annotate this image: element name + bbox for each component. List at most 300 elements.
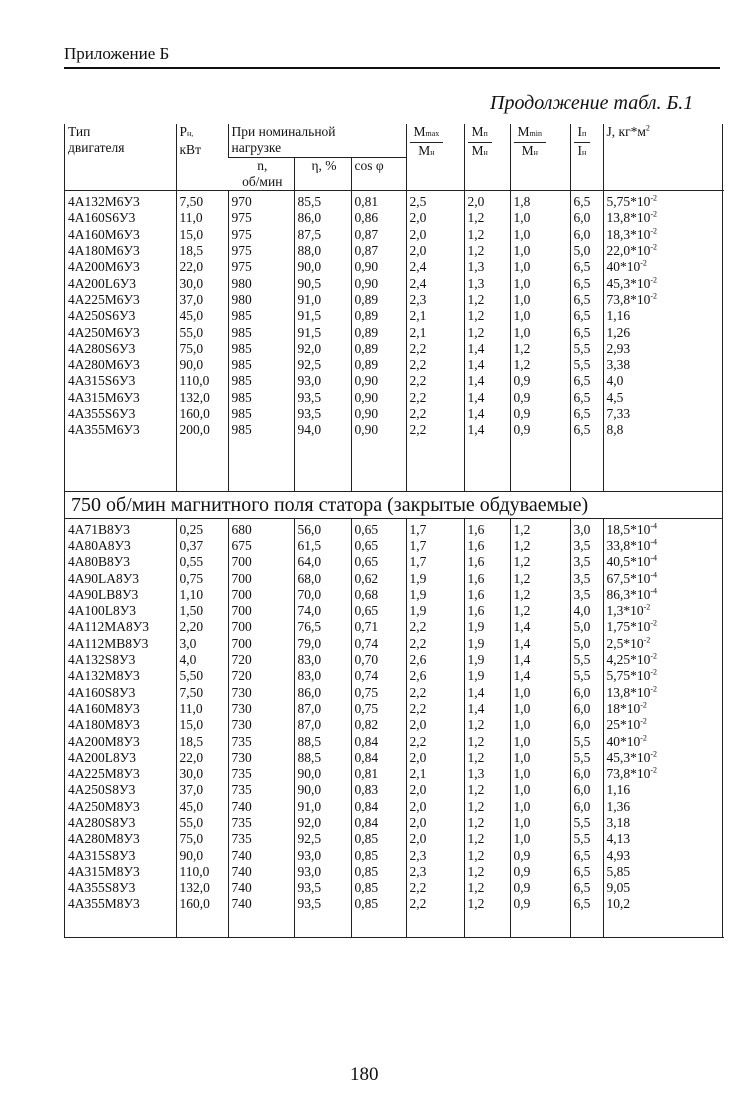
table-cell: 75,0 [176, 341, 228, 357]
table-cell: 0,90 [351, 259, 406, 275]
table-cell: 160,0 [176, 896, 228, 912]
table-cell: 675 [228, 538, 294, 554]
col-mp-header: $\frac{Mп}{Mн}$ [464, 124, 510, 190]
table-cell: 735 [228, 815, 294, 831]
table-cell: 0,9 [510, 422, 570, 438]
table-cell: 2,0 [406, 815, 464, 831]
table-cell: 2,2 [406, 701, 464, 717]
table-cell: 1,9 [464, 619, 510, 635]
table-cell: 3,5 [570, 554, 603, 570]
table-cell: 6,0 [570, 701, 603, 717]
table-row [65, 191, 724, 211]
table-cell: 30,0 [176, 766, 228, 782]
table-cell: 76,5 [294, 619, 351, 635]
table-cell: 730 [228, 750, 294, 766]
table-cell: 2,2 [406, 373, 464, 389]
table-cell: 1,4 [464, 373, 510, 389]
table-cell: 55,0 [176, 815, 228, 831]
table-cell: 5,5 [570, 734, 603, 750]
table-cell: 700 [228, 554, 294, 570]
table-cell: 4A355M8У3 [68, 896, 140, 912]
table-continuation-caption: Продолжение табл. Б.1 [490, 92, 694, 114]
table-cell: 5,5 [570, 831, 603, 847]
table-cell: 4A80A8У3 [68, 537, 131, 553]
table-cell: 132,0 [176, 390, 228, 406]
table-cell: 0,85 [351, 831, 406, 847]
table-cell: 0,81 [351, 766, 406, 782]
table-cell: 1,0 [510, 308, 570, 324]
table-cell: 1,0 [510, 325, 570, 341]
table-cell: 74,0 [294, 603, 351, 619]
table-row [65, 357, 724, 373]
table-cell: 2,20 [176, 619, 228, 635]
table-cell: 2,2 [406, 422, 464, 438]
table-cell: 0,89 [351, 341, 406, 357]
table-cell: 1,6 [464, 587, 510, 603]
table-cell: 0,89 [351, 357, 406, 373]
table-cell: 6,5 [570, 848, 603, 864]
table-cell: 2,2 [406, 734, 464, 750]
table-cell: 2,93 [603, 341, 724, 357]
table-cell: 4A180M6У3 [68, 243, 140, 259]
table-cell: 6,0 [570, 685, 603, 701]
table-cell: 2,2 [406, 341, 464, 357]
table-cell: 6,5 [570, 864, 603, 880]
table-cell: 1,4 [510, 619, 570, 635]
table-cell: 0,81 [351, 191, 406, 211]
table-cell: 0,74 [351, 636, 406, 652]
table-cell: 2,4 [406, 259, 464, 275]
table-cell: 9,05 [603, 880, 724, 896]
table-cell: 55,0 [176, 325, 228, 341]
table-cell: 93,5 [294, 406, 351, 422]
table-cell: 56,0 [294, 519, 351, 538]
table-cell: 975 [228, 210, 294, 226]
table-cell: 720 [228, 668, 294, 684]
table-cell: 980 [228, 292, 294, 308]
table-cell: 985 [228, 390, 294, 406]
table-row [65, 292, 724, 308]
table-row [65, 848, 724, 864]
table-cell: 1,2 [464, 896, 510, 912]
table-cell: 93,5 [294, 880, 351, 896]
table-cell: $67,5*10^{-4}$ [603, 571, 724, 587]
table-row [65, 815, 724, 831]
table-cell: 0,71 [351, 619, 406, 635]
table-row [65, 422, 724, 438]
table-cell: 18,5 [176, 734, 228, 750]
table-cell: 6,5 [570, 325, 603, 341]
table-cell: 1,3 [464, 766, 510, 782]
table-row [65, 668, 724, 684]
table-cell: 735 [228, 782, 294, 798]
table-cell: 2,3 [406, 848, 464, 864]
table-cell: 2,2 [406, 685, 464, 701]
table-cell: 985 [228, 341, 294, 357]
table-cell: 4A160M8У3 [68, 700, 140, 716]
table-cell: $13,8*10^{-2}$ [603, 210, 724, 226]
table-cell: 110,0 [176, 373, 228, 389]
table-cell: 985 [228, 325, 294, 341]
table-cell: 0,86 [351, 210, 406, 226]
table-cell: 18,5 [176, 243, 228, 259]
table-cell: 1,4 [510, 636, 570, 652]
table-cell: 0,85 [351, 896, 406, 912]
table-cell: 0,85 [351, 880, 406, 896]
table-cell: 700 [228, 619, 294, 635]
page-number: 180 [350, 1064, 379, 1085]
table-cell: 1,4 [464, 701, 510, 717]
table-cell: 1,50 [176, 603, 228, 619]
table-cell: 2,1 [406, 308, 464, 324]
table-cell: 0,84 [351, 799, 406, 815]
table-cell: 4A200L8У3 [68, 749, 137, 765]
table-cell: 1,0 [510, 243, 570, 259]
table-cell: 22,0 [176, 750, 228, 766]
table-cell: 3,5 [570, 587, 603, 603]
table-cell: 740 [228, 896, 294, 912]
rows-750 [65, 519, 724, 938]
table-row [65, 538, 724, 554]
table-cell: 4A355S8У3 [68, 880, 136, 896]
table-cell: 730 [228, 685, 294, 701]
table-cell: 91,0 [294, 292, 351, 308]
table-cell: 4,13 [603, 831, 724, 847]
table-cell: 4A100L8У3 [68, 603, 137, 619]
table-cell: 1,7 [406, 519, 464, 538]
table-cell: 1,0 [510, 734, 570, 750]
table-cell: 1,10 [176, 587, 228, 603]
table-row [65, 587, 724, 603]
table-cell: 0,90 [351, 276, 406, 292]
table-cell: 1,0 [510, 259, 570, 275]
table-cell: 1,6 [464, 519, 510, 538]
table-cell: 4A160M6У3 [68, 226, 140, 242]
table-cell: 1,3 [464, 259, 510, 275]
table-cell: 6,0 [570, 766, 603, 782]
table-cell: 4,93 [603, 848, 724, 864]
table-cell: 2,0 [464, 191, 510, 211]
table-row [65, 554, 724, 570]
table-cell: 2,4 [406, 276, 464, 292]
table-cell: 83,0 [294, 652, 351, 668]
table-cell: 1,0 [510, 815, 570, 831]
table-cell: $18,3*10^{-2}$ [603, 227, 724, 243]
table-row [65, 734, 724, 750]
table-cell: 975 [228, 227, 294, 243]
table-cell: 91,5 [294, 325, 351, 341]
table-cell: 1,2 [464, 864, 510, 880]
table-cell: 91,0 [294, 799, 351, 815]
table-cell: 5,5 [570, 341, 603, 357]
table-cell: 1,9 [464, 668, 510, 684]
table-cell: 0,87 [351, 243, 406, 259]
table-cell: 0,70 [351, 652, 406, 668]
table-cell: 90,5 [294, 276, 351, 292]
table-cell: 22,0 [176, 259, 228, 275]
table-cell: 11,0 [176, 701, 228, 717]
table-cell: 1,2 [464, 325, 510, 341]
table-cell: 1,0 [510, 210, 570, 226]
table-cell: 1,0 [510, 276, 570, 292]
table-cell: 160,0 [176, 406, 228, 422]
table-cell: 4A250S8У3 [68, 782, 136, 798]
table-cell: 1,9 [406, 603, 464, 619]
table-cell: 5,0 [570, 619, 603, 635]
table-cell: 4,0 [603, 373, 724, 389]
table-cell: 7,50 [176, 685, 228, 701]
table-cell: 4A225M6У3 [68, 291, 140, 307]
table-cell: 1,0 [510, 831, 570, 847]
table-cell: 5,0 [570, 636, 603, 652]
table-cell: 0,9 [510, 880, 570, 896]
table-cell: $73,8*10^{-2}$ [603, 292, 724, 308]
table-cell: 0,89 [351, 292, 406, 308]
table-cell: 93,0 [294, 373, 351, 389]
table-cell: 970 [228, 191, 294, 211]
table-cell: 5,50 [176, 668, 228, 684]
table-cell: 88,0 [294, 243, 351, 259]
table-cell: 70,0 [294, 587, 351, 603]
table-cell: 2,2 [406, 357, 464, 373]
table-cell: 2,2 [406, 636, 464, 652]
table-cell: $40*10^{-2}$ [603, 259, 724, 275]
table-cell: 132,0 [176, 880, 228, 896]
table-cell: 4,0 [570, 603, 603, 619]
table-cell: 730 [228, 717, 294, 733]
table-cell: 2,6 [406, 652, 464, 668]
table-cell: 0,9 [510, 864, 570, 880]
table-cell: $5,75*10^{-2}$ [603, 668, 724, 684]
table-cell: 0,9 [510, 373, 570, 389]
table-cell: 0,84 [351, 815, 406, 831]
table-cell: 1,0 [510, 685, 570, 701]
table-cell: 4A355M6У3 [68, 422, 140, 438]
table-cell: 6,0 [570, 717, 603, 733]
table-row [65, 276, 724, 292]
col-mmax-header: $\frac{Mmax}{Mн}$ [406, 124, 464, 190]
table-cell: 1,2 [510, 554, 570, 570]
table-cell: 3,0 [176, 636, 228, 652]
table-cell: 2,2 [406, 880, 464, 896]
table-cell: 0,55 [176, 554, 228, 570]
table-cell: $4,25*10^{-2}$ [603, 652, 724, 668]
table-row [65, 341, 724, 357]
col-nominal-header: При номинальной нагрузке [228, 124, 406, 157]
table-cell: 5,5 [570, 668, 603, 684]
table-cell: 1,8 [510, 191, 570, 211]
table-cell: $13,8*10^{-2}$ [603, 685, 724, 701]
table-cell: 740 [228, 864, 294, 880]
table-row [65, 619, 724, 635]
table-cell: 700 [228, 587, 294, 603]
table-cell: 1,4 [464, 406, 510, 422]
table-cell: $18*10^{-2}$ [603, 701, 724, 717]
table-cell: 0,82 [351, 717, 406, 733]
table-cell: 92,0 [294, 815, 351, 831]
table-cell: 1,9 [406, 571, 464, 587]
table-cell: 6,5 [570, 896, 603, 912]
table-cell: 720 [228, 652, 294, 668]
table-cell: 1,2 [464, 782, 510, 798]
table-cell: 5,5 [570, 357, 603, 373]
table-cell: 6,5 [570, 880, 603, 896]
table-cell: $2,5*10^{-2}$ [603, 636, 724, 652]
table-cell: 1,2 [464, 831, 510, 847]
table-cell: 75,0 [176, 831, 228, 847]
table-cell: 1,4 [510, 668, 570, 684]
table-cell: 680 [228, 519, 294, 538]
table-row [65, 373, 724, 389]
col-type-header: Тип двигателя [68, 124, 125, 156]
table-cell: $33,8*10^{-4}$ [603, 538, 724, 554]
table-cell: 5,5 [570, 652, 603, 668]
table-cell: 4A90LA8У3 [68, 570, 140, 586]
table-cell: 4,0 [176, 652, 228, 668]
table-cell: 2,0 [406, 227, 464, 243]
table-cell: 735 [228, 831, 294, 847]
table-cell: 90,0 [176, 357, 228, 373]
table-cell: 1,0 [510, 701, 570, 717]
table-cell: 3,5 [570, 538, 603, 554]
table-cell: 985 [228, 373, 294, 389]
table-cell: 1,2 [464, 750, 510, 766]
table-cell: 4A315S8У3 [68, 847, 136, 863]
table-cell: $22,0*10^{-2}$ [603, 243, 724, 259]
table-cell: $45,3*10^{-2}$ [603, 276, 724, 292]
table-row [65, 406, 724, 422]
table-cell: 0,25 [176, 519, 228, 538]
table-cell: 1,7 [406, 538, 464, 554]
table-cell: 740 [228, 880, 294, 896]
table-cell: 86,0 [294, 210, 351, 226]
table-cell: 0,90 [351, 373, 406, 389]
table-cell: 4A132M8У3 [68, 668, 140, 684]
table-row [65, 685, 724, 701]
table-cell: 4A280M6У3 [68, 357, 140, 373]
table-cell: 90,0 [294, 259, 351, 275]
table-cell: 4A280S8У3 [68, 814, 136, 830]
table-cell: 4A315S6У3 [68, 373, 136, 389]
table-cell: 1,7 [406, 554, 464, 570]
table-cell: 5,0 [570, 243, 603, 259]
table-cell: 0,74 [351, 668, 406, 684]
table-cell: 85,5 [294, 191, 351, 211]
table-cell: 2,0 [406, 750, 464, 766]
table-cell: 6,0 [570, 782, 603, 798]
table-cell: 6,5 [570, 292, 603, 308]
table-cell: 4A80B8У3 [68, 554, 131, 570]
table-cell: 985 [228, 308, 294, 324]
table-cell: 0,75 [351, 685, 406, 701]
table-cell: 0,65 [351, 519, 406, 538]
table-row [65, 750, 724, 766]
table-cell: 1,2 [464, 717, 510, 733]
table-cell: 92,5 [294, 831, 351, 847]
table-cell: 4A355S6У3 [68, 406, 136, 422]
table-cell: 0,9 [510, 896, 570, 912]
table-cell: 4A280M8У3 [68, 831, 140, 847]
table-cell: 1,4 [510, 652, 570, 668]
table-cell: 2,2 [406, 896, 464, 912]
table-cell: 87,5 [294, 227, 351, 243]
table-cell: 1,2 [464, 227, 510, 243]
table-cell: 79,0 [294, 636, 351, 652]
col-inertia-header: J, $кг*м^2$ [603, 124, 724, 190]
table-cell: $40*10^{-2}$ [603, 734, 724, 750]
table-cell: 700 [228, 603, 294, 619]
table-cell: 2,2 [406, 390, 464, 406]
table-cell: 0,65 [351, 603, 406, 619]
table-cell: 6,5 [570, 191, 603, 211]
table-cell: 4A250M6У3 [68, 324, 140, 340]
table-row [65, 864, 724, 880]
table-cell: 4A250S6У3 [68, 308, 136, 324]
table-cell: 1,0 [510, 766, 570, 782]
table-cell: 6,5 [570, 259, 603, 275]
table-row [65, 210, 724, 226]
table-cell: 1,6 [464, 538, 510, 554]
table-cell: 86,0 [294, 685, 351, 701]
table-cell: 1,6 [464, 554, 510, 570]
table-cell: 4A280S6У3 [68, 340, 136, 356]
table-cell: 2,0 [406, 799, 464, 815]
table-cell: 0,87 [351, 227, 406, 243]
table-cell: 10,2 [603, 896, 724, 912]
table-cell: 0,65 [351, 554, 406, 570]
table-cell: 5,5 [570, 750, 603, 766]
table-cell: 4A90LB8У3 [68, 586, 139, 602]
table-cell: 1,2 [510, 603, 570, 619]
table-row [65, 243, 724, 259]
table-cell: 15,0 [176, 717, 228, 733]
table-cell: 985 [228, 357, 294, 373]
table-cell: 3,0 [570, 519, 603, 538]
table-cell: 61,5 [294, 538, 351, 554]
table-cell: 0,37 [176, 538, 228, 554]
table-row [65, 603, 724, 619]
table-cell: 1,2 [464, 848, 510, 864]
table-cell: 2,6 [406, 668, 464, 684]
table-cell: 4A200M8У3 [68, 733, 140, 749]
col-speed-header: n, об/мин [228, 157, 294, 190]
table-cell: 94,0 [294, 422, 351, 438]
table-cell: 1,4 [464, 390, 510, 406]
table-row [65, 390, 724, 406]
table-cell: 91,5 [294, 308, 351, 324]
table-cell: 83,0 [294, 668, 351, 684]
table-cell: 1,4 [464, 685, 510, 701]
table-cell: 88,5 [294, 734, 351, 750]
table-cell: $40,5*10^{-4}$ [603, 554, 724, 570]
table-cell: 1,6 [464, 571, 510, 587]
table-row [65, 896, 724, 912]
table-row [65, 325, 724, 341]
table-cell: 11,0 [176, 210, 228, 226]
table-cell: 1,16 [603, 782, 724, 798]
table-cell: 0,75 [176, 571, 228, 587]
table-cell: $18,5*10^{-4}$ [603, 519, 724, 538]
table-cell: 0,90 [351, 406, 406, 422]
table-cell: $73,8*10^{-2}$ [603, 766, 724, 782]
table-cell: 0,85 [351, 848, 406, 864]
header-rule [64, 67, 720, 69]
table-cell: 4A200M6У3 [68, 259, 140, 275]
rows-1000 [65, 190, 724, 490]
table-cell: 6,0 [570, 210, 603, 226]
table-cell: 2,1 [406, 325, 464, 341]
table-cell: 1,9 [464, 636, 510, 652]
